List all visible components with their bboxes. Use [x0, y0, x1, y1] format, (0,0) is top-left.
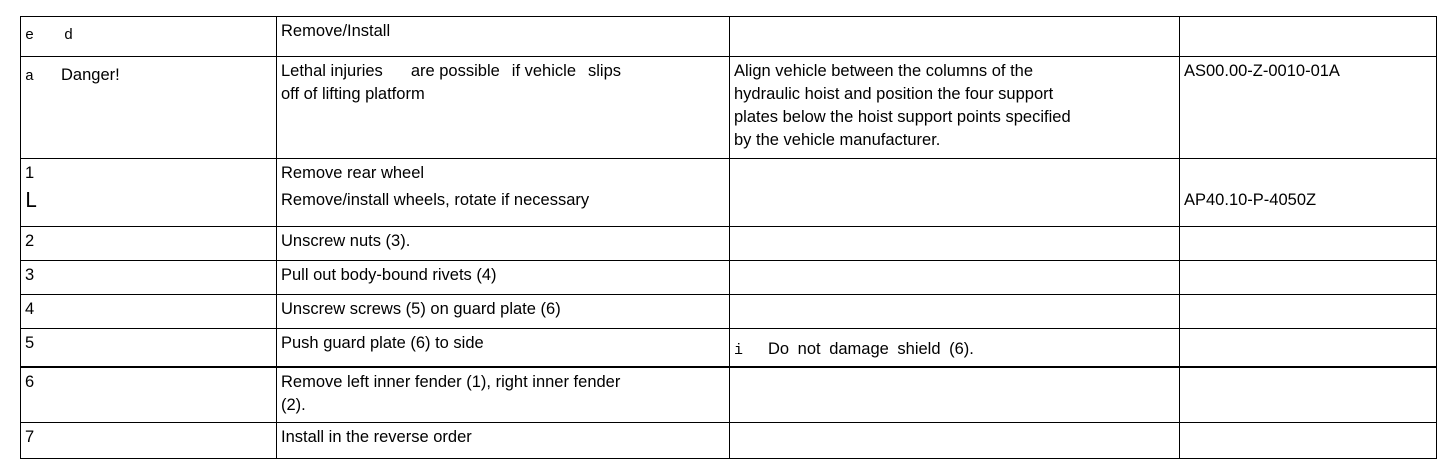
step-number: 2: [25, 232, 35, 250]
step-number-cell: [21, 367, 277, 423]
info-icon: i: [734, 342, 744, 359]
danger-label: Danger!: [61, 66, 120, 84]
step-text-cell: [277, 261, 730, 295]
header-title-cell: [277, 17, 730, 57]
danger-icon: a: [25, 68, 35, 85]
danger-hazard-line2: off of lifting platform: [281, 85, 425, 103]
step-row-1: [21, 159, 1437, 227]
step-reference-cell: [1180, 261, 1437, 295]
step-row-4: [21, 295, 1437, 329]
header-row: [21, 17, 1437, 57]
step-text-line: Remove left inner fender (1), right inner fender: [281, 372, 621, 391]
step-reference-cell: [1180, 295, 1437, 329]
step-reference-cell: [1180, 423, 1437, 459]
step-number-cell: [21, 329, 277, 367]
danger-hazard-part2: if vehicle: [511, 62, 576, 80]
step-number: 3: [25, 266, 35, 284]
header-symbol-d: d: [64, 27, 74, 44]
header-symbol-cell: [21, 17, 277, 57]
step-note-cell: [730, 367, 1180, 423]
step-number-cell: [21, 423, 277, 459]
step-note-cell: [730, 159, 1180, 227]
step-number: 1: [25, 164, 35, 182]
step-text-line: (2).: [281, 395, 306, 414]
danger-instruction-line: by the vehicle manufacturer.: [734, 131, 941, 149]
step-text-cell: [277, 423, 730, 459]
step-row-7: [21, 423, 1437, 459]
step-row-3: [21, 261, 1437, 295]
step-number: 4: [25, 300, 35, 318]
danger-hazard-cell: [277, 57, 730, 159]
step-reference-cell: [1180, 329, 1437, 367]
step-text: Pull out body-bound rivets (4): [281, 266, 497, 284]
danger-instruction-cell: [730, 57, 1180, 159]
danger-reference: AS00.00-Z-0010-01A: [1184, 62, 1340, 80]
step-number-cell: [21, 261, 277, 295]
header-symbol-e: e: [25, 27, 35, 44]
step-text: Unscrew screws (5) on guard plate (6): [281, 300, 561, 318]
step-row-5: [21, 329, 1437, 367]
header-title: Remove/Install: [281, 22, 391, 40]
header-note-cell: [730, 17, 1180, 57]
step-note-cell: [730, 423, 1180, 459]
step-row-6: [21, 367, 1437, 423]
danger-hazard-part3: slips: [588, 62, 622, 80]
danger-instruction-line: Align vehicle between the columns of the: [734, 62, 1034, 80]
procedure-sheet: [20, 16, 1436, 459]
step-reference: AP40.10-P-4050Z: [1184, 191, 1317, 209]
danger-label-cell: [21, 57, 277, 159]
step-text-cell: [277, 367, 730, 423]
danger-hazard-bold: Lethal injuries: [281, 62, 383, 80]
step-number-cell: [21, 295, 277, 329]
header-ref-cell: [1180, 17, 1437, 57]
step-number-cell: [21, 227, 277, 261]
sub-step-text: Remove/install wheels, rotate if necessary: [281, 191, 590, 209]
danger-instruction-line: plates below the hoist support points specified: [734, 108, 1071, 126]
step-text: Unscrew nuts (3).: [281, 232, 411, 250]
step-text: Install in the reverse order: [281, 428, 472, 446]
step-note-cell: [730, 227, 1180, 261]
step-note: Do not damage shield (6).: [768, 340, 974, 358]
step-number: 5: [25, 334, 35, 352]
step-text-cell: [277, 159, 730, 227]
step-reference-cell: [1180, 227, 1437, 261]
step-number: 6: [25, 372, 35, 391]
step-text-cell: [277, 329, 730, 367]
step-text: Push guard plate (6) to side: [281, 334, 484, 352]
step-text: Remove rear wheel: [281, 164, 425, 182]
step-reference-cell: [1180, 159, 1437, 227]
danger-reference-cell: [1180, 57, 1437, 159]
step-text-cell: [277, 295, 730, 329]
step-number-cell: [21, 159, 277, 227]
step-reference-cell: [1180, 367, 1437, 423]
step-text-cell: [277, 227, 730, 261]
danger-instruction-line: hydraulic hoist and position the four support: [734, 85, 1054, 103]
danger-row: [21, 57, 1437, 159]
danger-hazard-part1: are possible: [410, 62, 500, 80]
sub-step-symbol: L: [25, 188, 38, 212]
step-number: 7: [25, 428, 35, 446]
step-note-cell: [730, 261, 1180, 295]
step-note-cell: [730, 329, 1180, 367]
step-row-2: [21, 227, 1437, 261]
procedure-table: [20, 16, 1437, 459]
step-note-cell: [730, 295, 1180, 329]
